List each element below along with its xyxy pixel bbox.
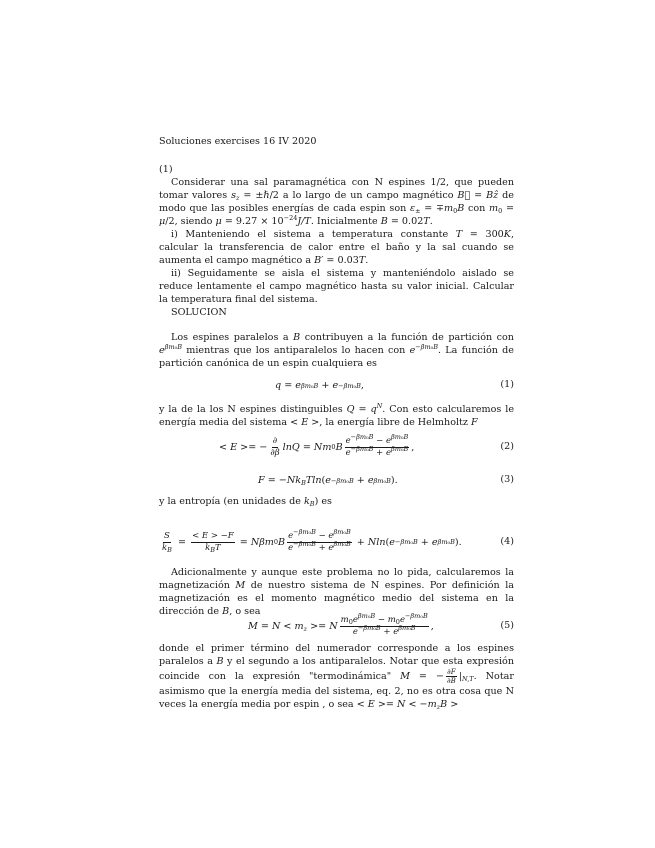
solution-label: SOLUCION	[171, 307, 227, 318]
problem-number: (1)	[159, 164, 173, 175]
solution-paragraph-4: Adicionalmente y aunque este problema no lo pida, calcularemos la magnetización M de nuestro sistema de N espines. Por definición la magnetización es el momento magnético medio del sistema en la dirección de B, o sea	[159, 567, 514, 617]
equation-3-number: (3)	[500, 474, 514, 485]
solution-paragraph-3: y la entropía (en unidades de $k_B$) es	[159, 496, 332, 508]
equation-2-number: (2)	[500, 441, 514, 452]
problem-statement: Considerar una sal paramagnética con N espines 1/2, que pueden tomar valores $s_z$ = ±ℏ/2 a lo largo de un campo magnético B⃗ = Bẑ de modo que las posibles energías de cada espin son $\varepsilon_\pm = \mp m_0B$ con $m_0 = \mu/2$, siendo $\mu = 9.27 \times 10^{-24}J/T$. Inicialmente B = 0.02T.	[159, 177, 514, 227]
equation-4: $\frac{S}{k_B}$ = $\frac{< E > -F}{k_BT}$ = Nβm 0 B $\frac{e^{-\beta m_0B} - e^{\beta m_0B}}{e^{-\beta m_0B} + e^{\beta m_0B}}$ + Nln ( e −βm₀B + e βm₀B ).	[162, 527, 462, 554]
equation-2: < E >= − $\frac{\partial}{\partial\beta}$ lnQ = Nm 0 B $\frac{e^{-\beta m_0B} - e^{\beta m_0B}}{e^{-\beta m_0B} + e^{\beta m_0B}}$ ,	[219, 432, 415, 458]
equation-1: q = e βm₀B + e −βm₀B ,	[275, 380, 364, 391]
problem-part-ii: ii) Seguidamente se aisla el sistema y manteniéndolo aislado se reduce lentamente el campo magnético hasta su valor inicial. Calcular la temperatura final del sistema.	[159, 268, 514, 305]
equation-4-number: (4)	[500, 536, 514, 547]
solution-paragraph-2: y la de la los N espines distinguibles $Q = q^N$. Con esto calcularemos le energía media del sistema < E >, la energía libre de Helmholtz F	[159, 402, 514, 428]
equation-5: M = N < $m_z$ >= N $\frac{m_0e^{\beta m_0B} - m_0e^{-\beta m_0B}}{e^{-\beta m_0B} + e^{\beta m_0B}}$ ,	[248, 611, 434, 637]
solution-paragraph-1: Los espines paralelos a B contribuyen a la función de partición con $e^{\beta m_0B}$ mientras que los antiparalelos lo hacen con $e^{-\beta m_0B}$. La función de partición canónica de un espin cualquiera es	[159, 332, 514, 369]
equation-1-number: (1)	[500, 379, 514, 390]
document-title: Soluciones exercises 16 IV 2020	[159, 136, 317, 147]
solution-paragraph-5: donde el primer término del numerador corresponde a los espines paralelos a B y el segundo a los antiparalelos. Notar que esta expresión coincide con la expresión "termodinámica" M = − $\frac{\partial F}{\partial B}$ $|_{N,T}$. Notar asimismo que la energía media del sistema, eq. 2, no es otra cosa que N veces la energía media por espin , o sea < $E >= N < -m_zB$ >	[159, 643, 514, 711]
equation-5-number: (5)	[500, 620, 514, 631]
problem-part-i: i) Manteniendo el sistema a temperatura constante T = 300K, calcular la transferencia de calor entre el baño y la sal cuando se aumenta el campo magnético a B′ = 0.03T.	[159, 229, 515, 266]
equation-3: F = − $Nk_BTln$ ( e −βm₀B + e βm₀B ).	[258, 475, 398, 487]
